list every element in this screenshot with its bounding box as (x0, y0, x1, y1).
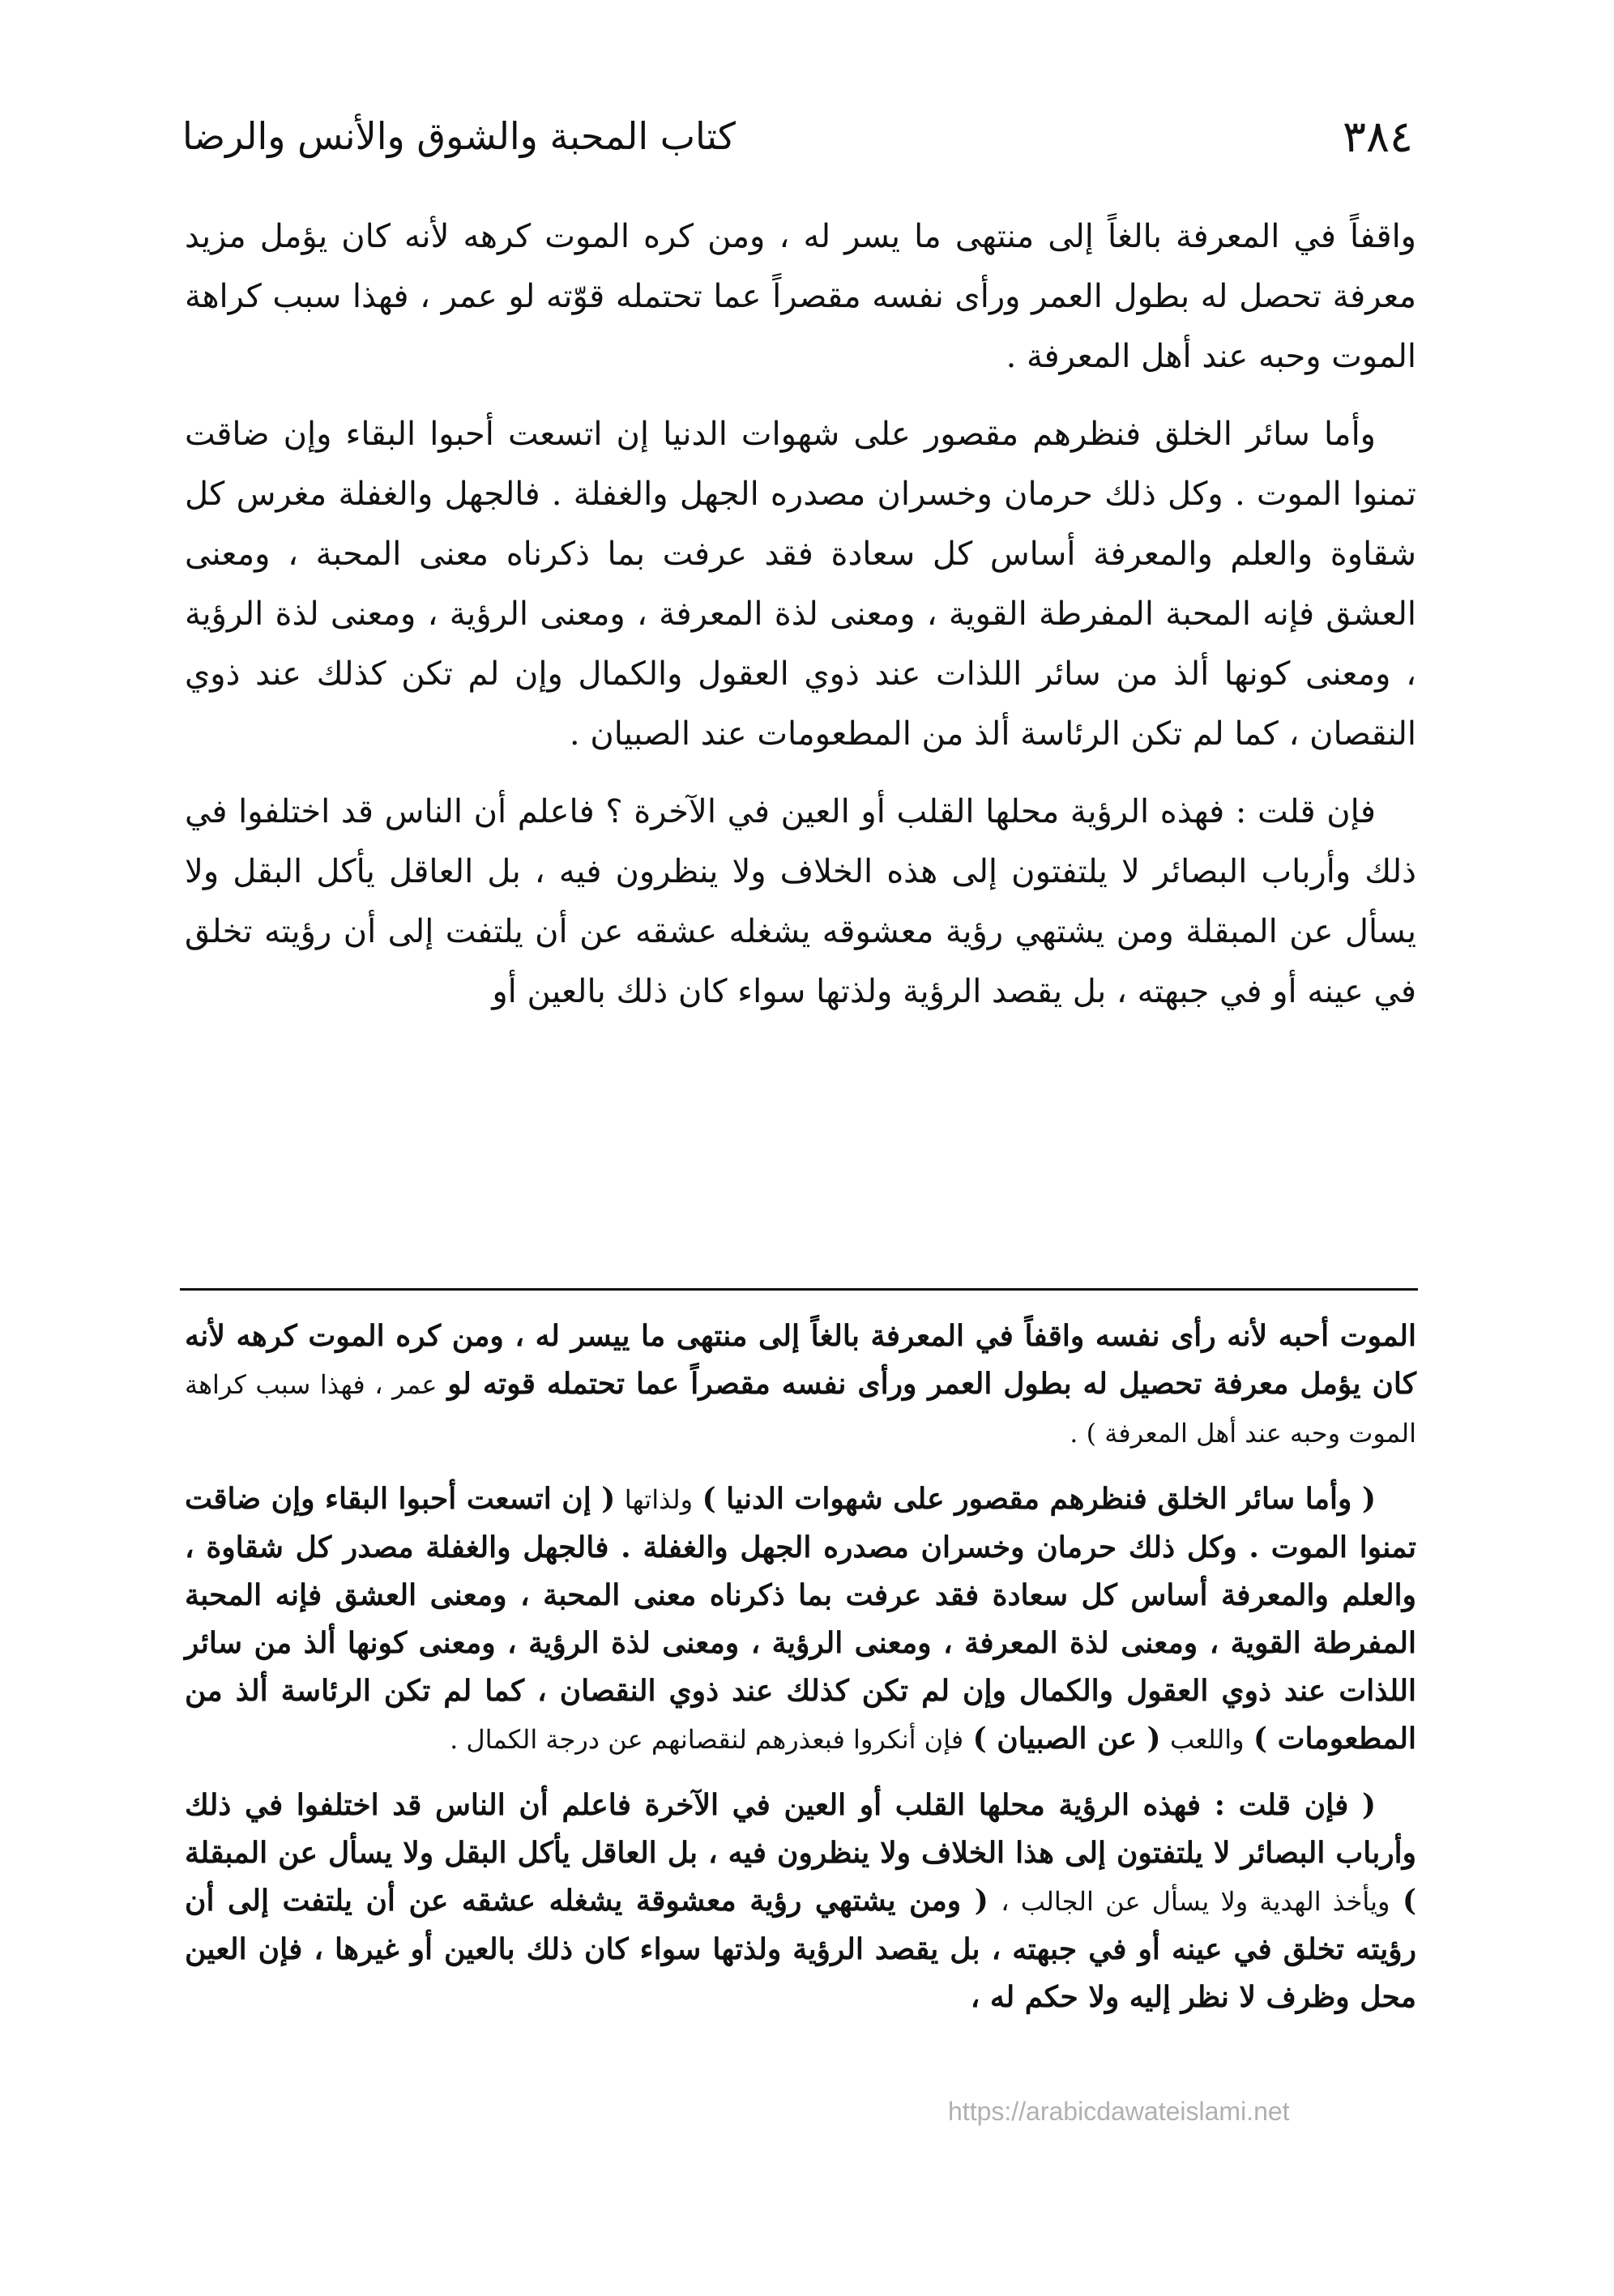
commentary-quote: الموت أحبه لأنه رأى نفسه واقفاً في المعرفة بالغاً إلى منتهى ما ييسر له ، ومن كره الموت كرهه لأنه كان يؤمل معرفة تحصيل له بطول العمر ورأى نفسه مقصراً عما تحتمله قوته لو (185, 1319, 1417, 1401)
commentary-quote: ( إن اتسعت أحبوا البقاء وإن ضاقت تمنوا الموت . وكل ذلك حرمان وخسران مصدره الجهل والغفلة . فالجهل والغفلة مصدر كل شقاوة ، والعلم والمعرفة أساس كل سعادة فقد عرفت بما ذكرناه معنى المحبة ، ومعنى العشق فإنه المحبة المفرطة القوية ، ومعنى لذة المعرفة ، ومعنى الرؤية ، ومعنى لذة الرؤية ، ومعنى كونها ألذ من سائر اللذات عند ذوي العقول والكمال وإن لم تكن كذلك عند ذوي النقصان ، كما لم تكن الرئاسة ألذ من المطعومات ) (185, 1482, 1416, 1756)
page-number: ٣٨٤ (1342, 110, 1413, 162)
commentary-quote: ( وأما سائر الخلق فنظرهم مقصور على شهوات الدنيا ) (702, 1482, 1376, 1516)
commentary-gloss: ولذاتها (624, 1484, 694, 1515)
commentary-paragraph-1 (185, 1312, 1416, 1457)
footnote-divider (180, 1288, 1418, 1291)
main-text-block (185, 207, 1416, 1039)
commentary-block (185, 1312, 1416, 2039)
commentary-gloss: ويأخذ الهدية ولا يسأل عن الجالب ، (1001, 1886, 1390, 1917)
main-paragraph-1: واقفاً في المعرفة بالغاً إلى منتهى ما يسر له ، ومن كره الموت كرهه لأنه كان يؤمل مزيد معرفة تحصل له بطول العمر ورأى نفسه مقصراً عما تحتمله قوّته لو عمر ، فهذا سبب كراهة الموت وحبه عند أهل المعرفة . (185, 218, 1416, 375)
commentary-gloss: واللعب (1170, 1724, 1245, 1755)
page-header (182, 104, 1413, 169)
main-paragraph-3: فإن قلت : فهذه الرؤية محلها القلب أو العين في الآخرة ؟ فاعلم أن الناس قد اختلفوا في ذلك وأرباب البصائر لا يلتفتون إلى هذه الخلاف ولا ينظرون فيه ، بل العاقل يأكل البقل ولا يسأل عن المبقلة ومن يشتهي رؤية معشوقه يشغله عشقه عن أن يلتفت إلى أن رؤيته تخلق في عينه أو في جبهته ، بل يقصد الرؤية ولذتها سواء كان ذلك بالعين أو (185, 793, 1416, 1010)
commentary-quote: ( عن الصبيان ) (972, 1722, 1161, 1756)
main-paragraph-2: وأما سائر الخلق فنظرهم مقصور على شهوات الدنيا إن اتسعت أحبوا البقاء وإن ضاقت تمنوا الموت . وكل ذلك حرمان وخسران مصدره الجهل والغفلة . فالجهل والغفلة مغرس كل شقاوة والعلم والمعرفة أساس كل سعادة فقد عرفت بما ذكرناه معنى المحبة ، ومعنى العشق فإنه المحبة المفرطة القوية ، ومعنى لذة المعرفة ، ومعنى الرؤية ، ومعنى لذة الرؤية ، ومعنى كونها ألذ من سائر اللذات عند ذوي العقول والكمال وإن لم تكن كذلك عند ذوي النقصان ، كما لم تكن الرئاسة ألذ من المطعومات عند الصبيان . (185, 416, 1417, 753)
commentary-paragraph-3 (185, 1782, 1416, 2021)
commentary-gloss: عمر ، فهذا سبب كراهة الموت وحبه عند أهل المعرفة ) . (185, 1369, 1416, 1449)
commentary-quote: ( فإن قلت : فهذه الرؤية محلها القلب أو العين في الآخرة فاعلم أن الناس قد اختلفوا في ذلك وأرباب البصائر لا يلتفتون إلى هذا الخلاف ولا ينظرون فيه ، بل العاقل يأكل البقل ولا يسأل عن المبقلة ) (185, 1788, 1416, 1918)
commentary-gloss: فإن أنكروا فبعذرهم لنقصانهم عن درجة الكمال . (450, 1724, 964, 1755)
source-watermark: https://arabicdawateislami.net (948, 2097, 1290, 2126)
commentary-paragraph-2 (185, 1475, 1416, 1764)
running-title: كتاب المحبة والشوق والأنس والرضا (182, 114, 736, 158)
commentary-quote: ( ومن يشتهي رؤية معشوقة يشغله عشقه عن أن يلتفت إلى أن رؤيته تخلق في عينه أو في جبهته ، بل يقصد الرؤية ولذتها سواء كان ذلك بالعين أو غيرها ، فإن العين محل وظرف لا نظر إليه ولا حكم له ، (185, 1884, 1416, 2014)
